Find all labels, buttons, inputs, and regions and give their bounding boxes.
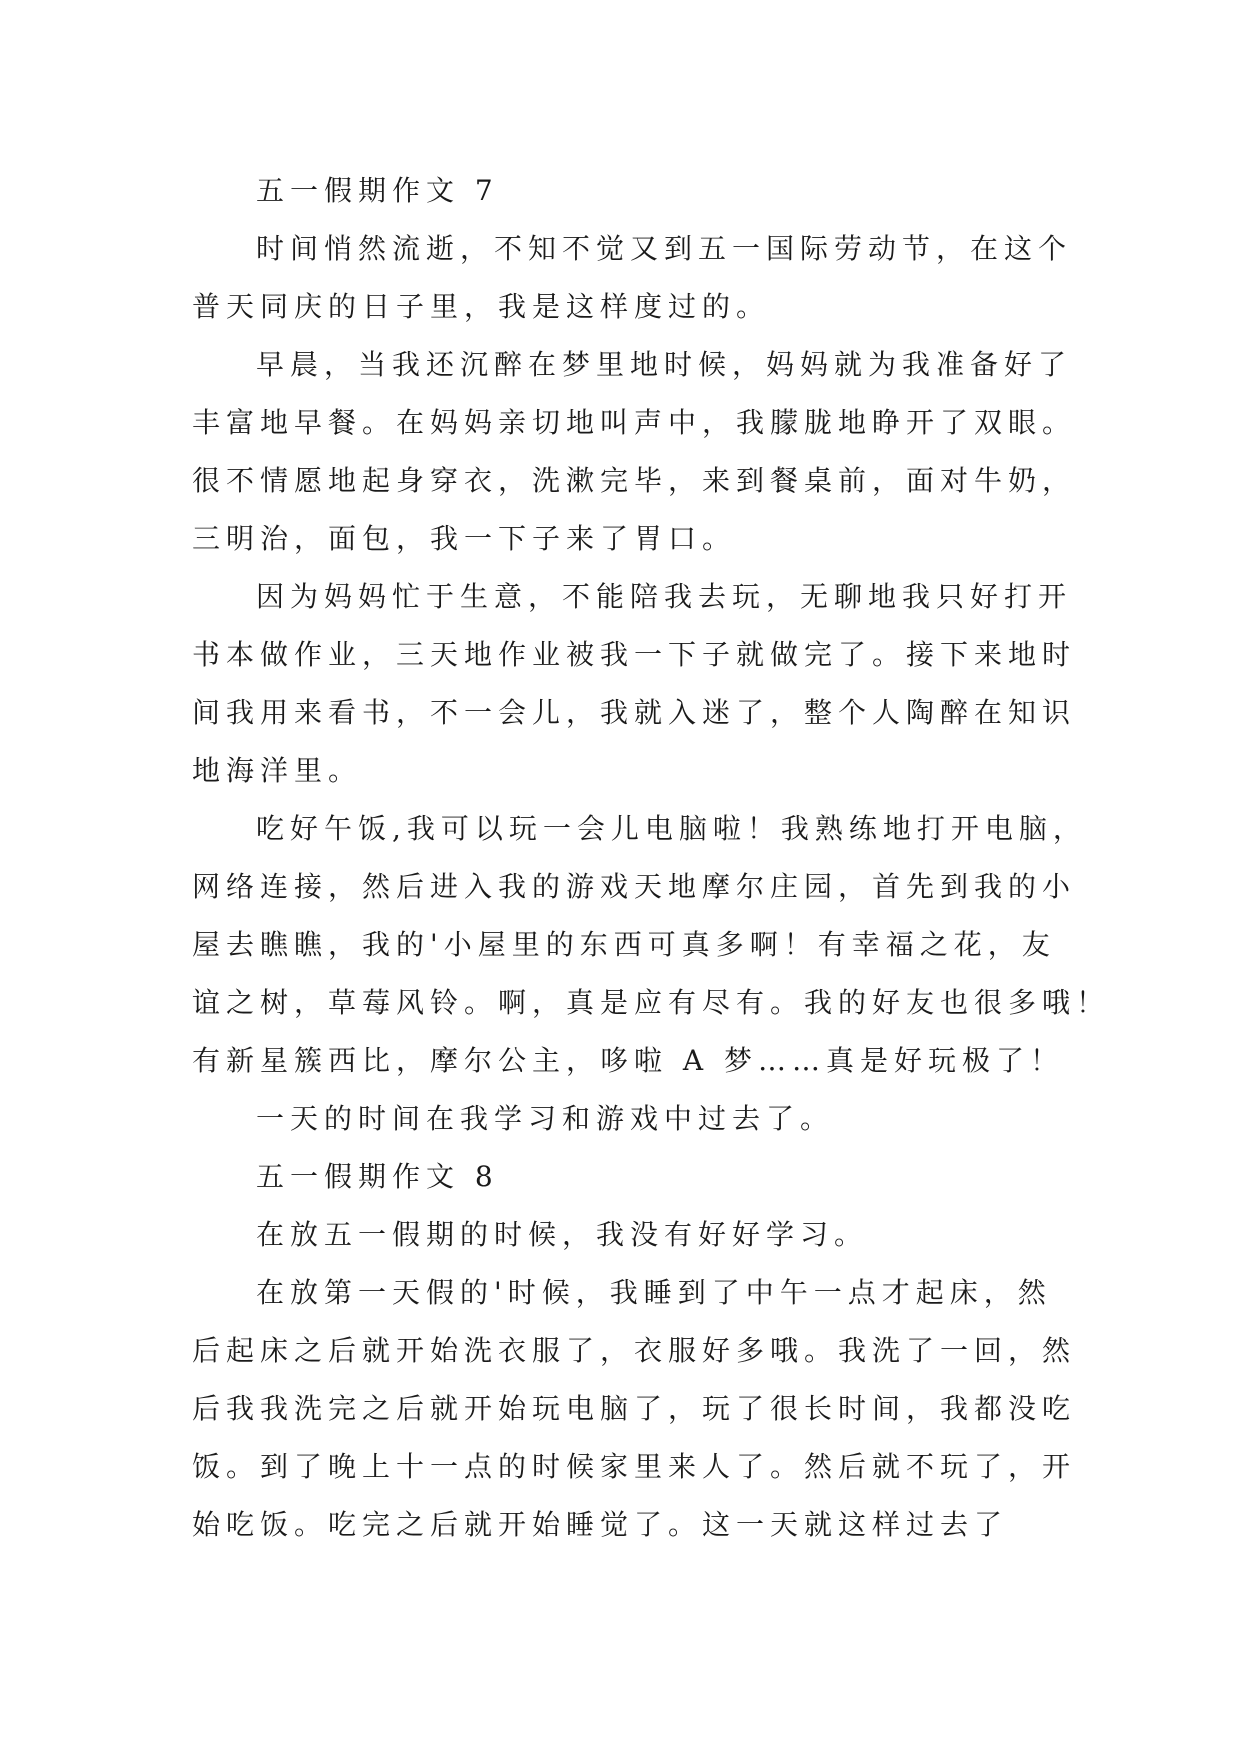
paragraph-line: 时间悄然流逝，不知不觉又到五一国际劳动节，在这个 xyxy=(256,232,1073,265)
paragraph-line: 谊之树，草莓风铃。啊，真是应有尽有。我的好友也很多哦！ xyxy=(192,986,1111,1019)
paragraph-line: 网络连接，然后进入我的游戏天地摩尔庄园，首先到我的小 xyxy=(192,870,1077,903)
essay-title-8: 五一假期作文 8 xyxy=(256,1160,499,1193)
paragraph-line: 吃好午饭,我可以玩一会儿电脑啦！我熟练地打开电脑， xyxy=(256,812,1087,845)
essay-title-7: 五一假期作文 7 xyxy=(256,174,499,207)
paragraph-line: 始吃饭。吃完之后就开始睡觉了。这一天就这样过去了 xyxy=(192,1508,1009,1541)
paragraph-line: 饭。到了晚上十一点的时候家里来人了。然后就不玩了，开 xyxy=(192,1450,1077,1483)
paragraph-line: 书本做作业，三天地作业被我一下子就做完了。接下来地时 xyxy=(192,638,1077,671)
paragraph-line: 丰富地早餐。在妈妈亲切地叫声中，我朦胧地睁开了双眼。 xyxy=(192,406,1077,439)
document-page xyxy=(192,162,1111,1554)
paragraph-line: 很不情愿地起身穿衣，洗漱完毕，来到餐桌前，面对牛奶， xyxy=(192,464,1077,497)
paragraph-line: 间我用来看书，不一会儿，我就入迷了，整个人陶醉在知识 xyxy=(192,696,1077,729)
paragraph-line: 在放第一天假的'时候，我睡到了中午一点才起床，然 xyxy=(256,1276,1052,1309)
paragraph-line: 一天的时间在我学习和游戏中过去了。 xyxy=(256,1102,835,1135)
paragraph-line: 早晨，当我还沉醉在梦里地时候，妈妈就为我准备好了 xyxy=(256,348,1073,381)
paragraph-line: 屋去瞧瞧，我的'小屋里的东西可真多啊！有幸福之花，友 xyxy=(192,928,1056,961)
paragraph-line: 在放五一假期的时候，我没有好好学习。 xyxy=(256,1218,869,1251)
paragraph-line: 后我我洗完之后就开始玩电脑了，玩了很长时间，我都没吃 xyxy=(192,1392,1077,1425)
paragraph-line: 普天同庆的日子里，我是这样度过的。 xyxy=(192,290,771,323)
paragraph-line: 地海洋里。 xyxy=(192,754,363,787)
paragraph-line: 因为妈妈忙于生意，不能陪我去玩，无聊地我只好打开 xyxy=(256,580,1073,613)
paragraph-line: 后起床之后就开始洗衣服了，衣服好多哦。我洗了一回，然 xyxy=(192,1334,1077,1367)
paragraph-line: 三明治，面包，我一下子来了胃口。 xyxy=(192,522,737,555)
paragraph-line: 有新星簇西比，摩尔公主，哆啦 A 梦……真是好玩极了！ xyxy=(192,1044,1065,1077)
